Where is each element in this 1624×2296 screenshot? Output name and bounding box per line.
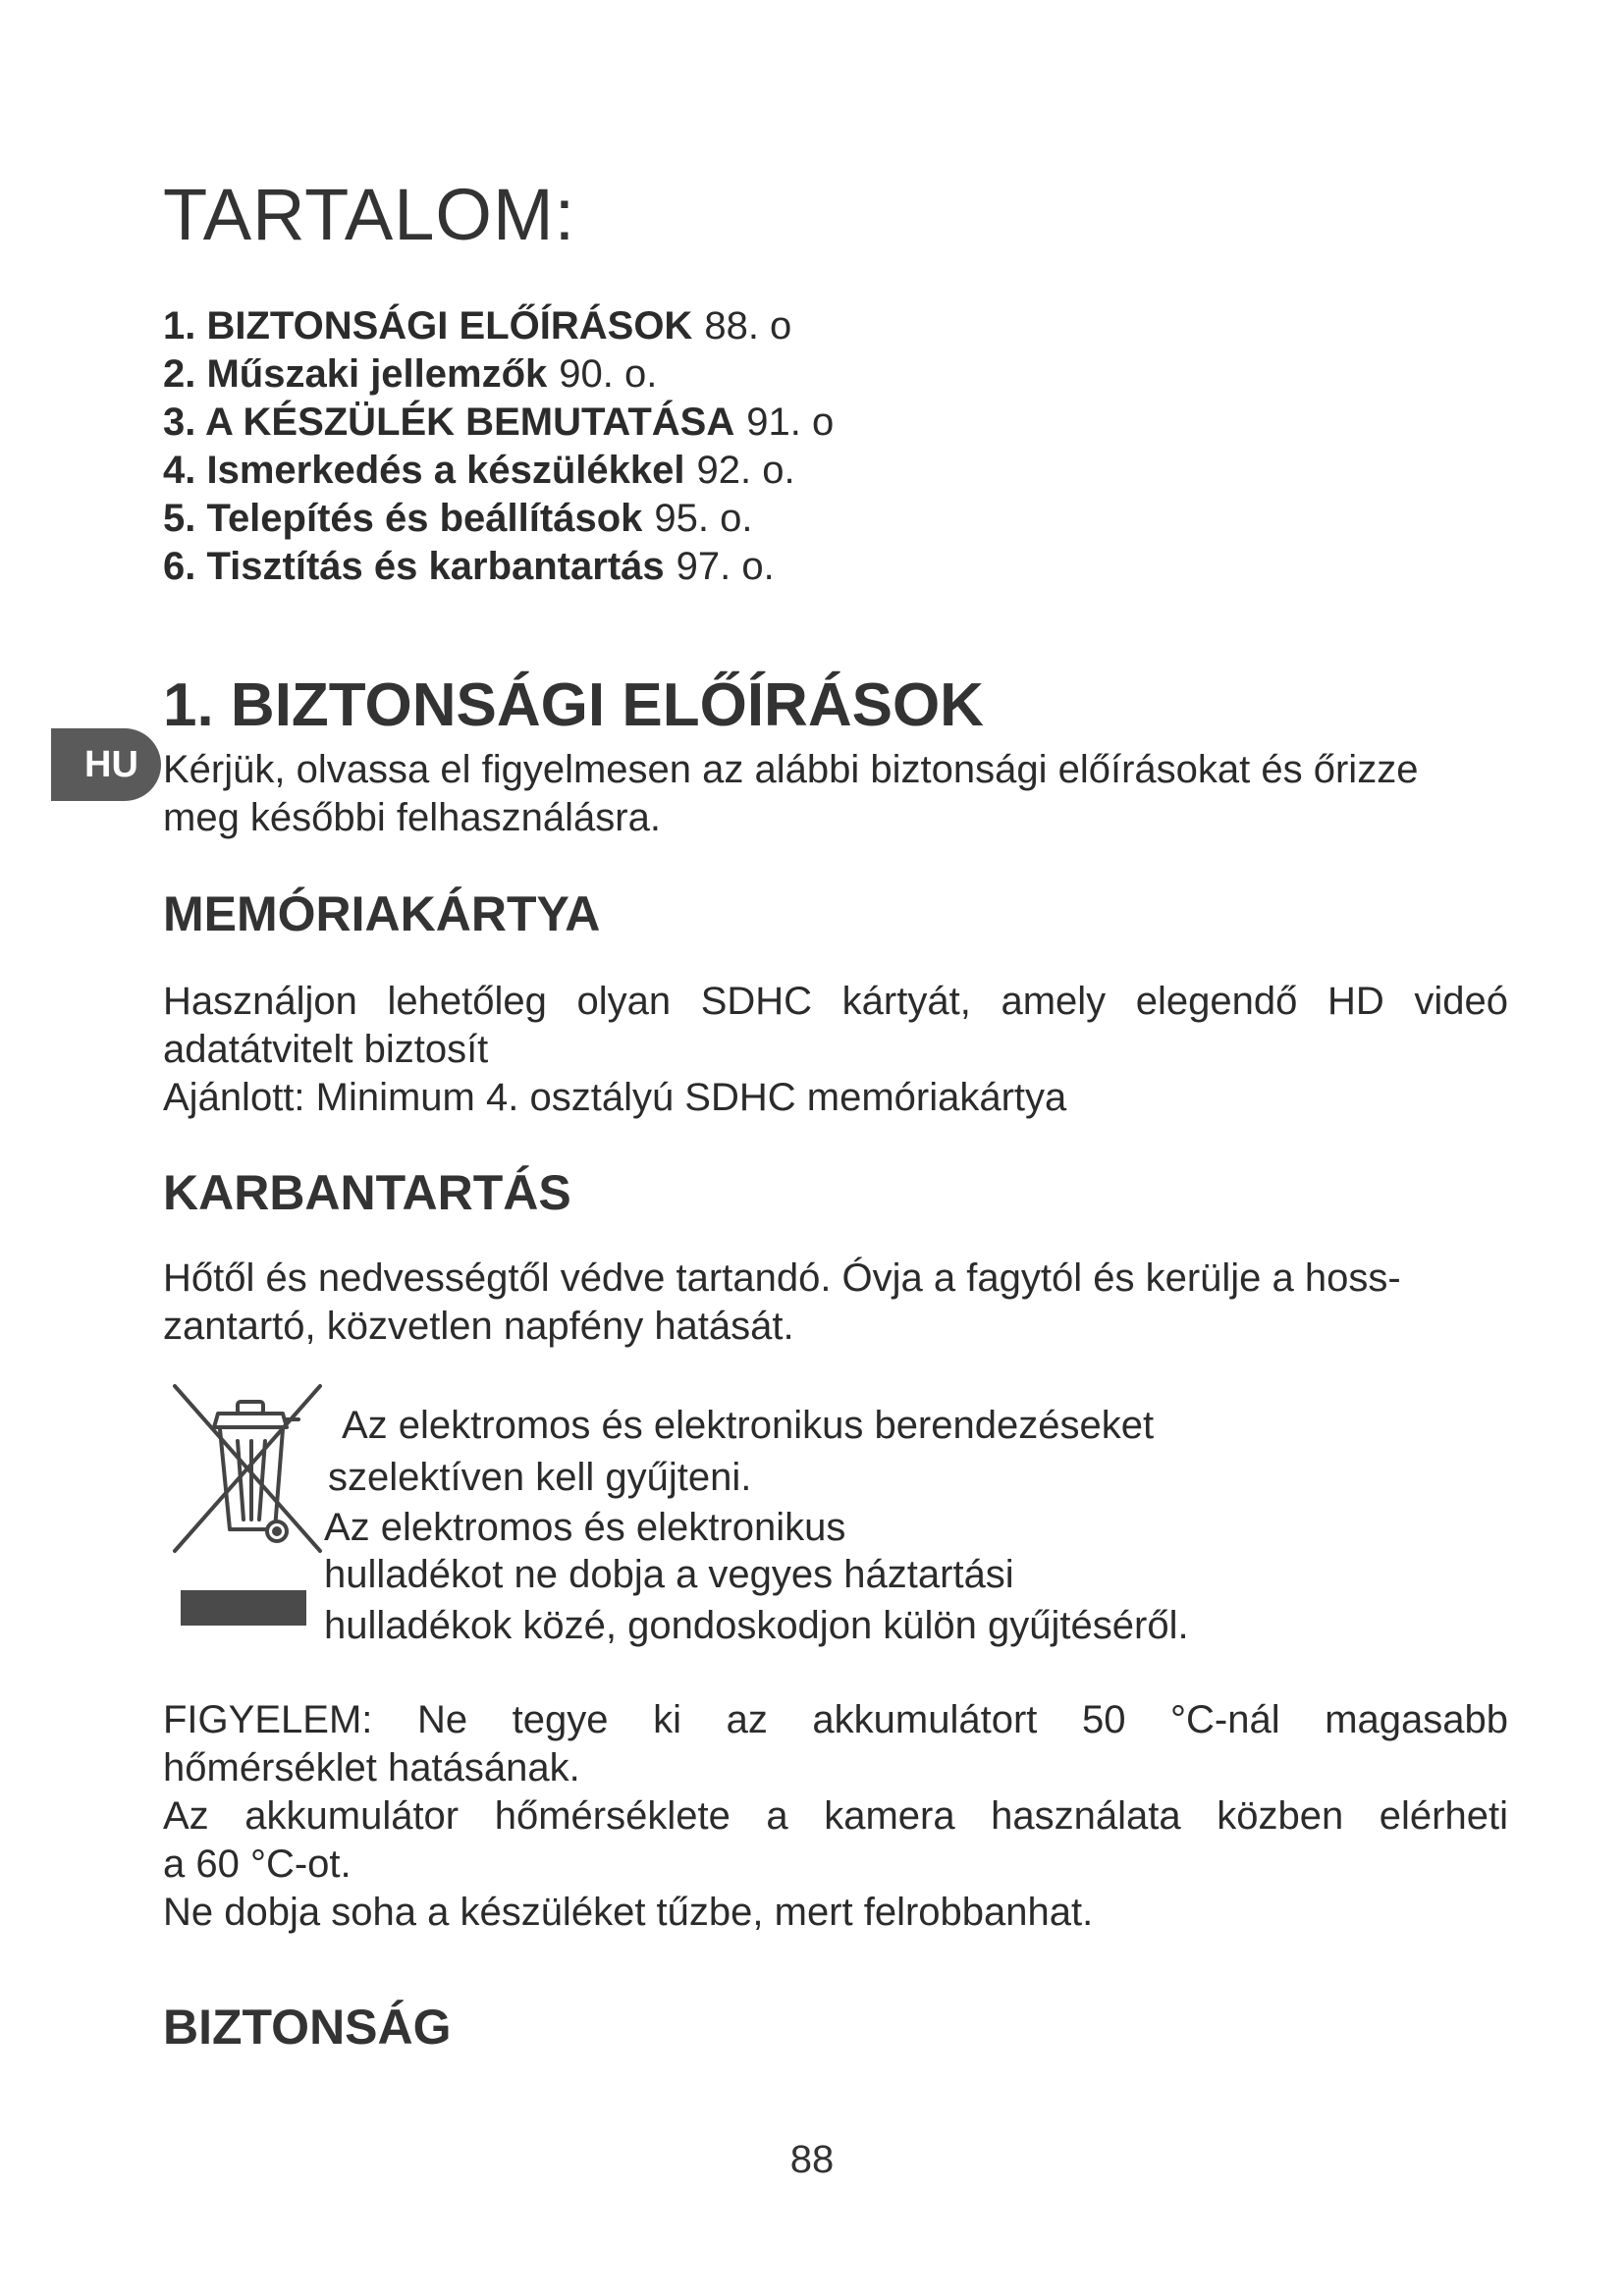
toc-item[interactable] [163,350,834,399]
toc-item-label: 5. Telepítés és beállítások [163,497,643,540]
toc-item[interactable] [163,447,834,495]
weee-line: hulladékot ne dobja a vegyes háztartási [324,1553,1014,1596]
maintenance-text [163,1255,1401,1351]
maintenance-line: zantartó, közvetlen napfény hatását. [163,1305,794,1348]
toc-item[interactable] [163,399,834,447]
toc-item-page: 88. o [704,304,792,347]
memory-card-text [163,978,1508,1122]
memory-line: adatátvitelt biztosít [163,1028,489,1071]
memory-line: Használjon lehetőleg olyan SDHC kártyát, amely elegendő HD videó [163,980,1508,1023]
safety-heading: BIZTONSÁG [163,2000,452,2055]
maintenance-line: Hőtől és nedvességtől védve tartandó. Óvja a fagytól és kerülje a hoss- [163,1256,1401,1300]
section-heading-safety-rules: 1. BIZTONSÁGI ELŐÍRÁSOK [163,671,984,739]
intro-line: meg későbbi felhasználásra. [163,796,661,839]
toc-item-label: 3. A KÉSZÜLÉK BEMUTATÁSA [163,400,735,444]
toc-item-page: 90. o. [559,352,658,396]
toc-item-label: 4. Ismerkedés a készülékkel [163,449,685,492]
section-intro [163,746,1418,842]
warning-line: Ne dobja soha a készüléket tűzbe, mert felrobbanhat. [163,1891,1094,1934]
toc-item-page: 92. o. [696,449,795,492]
table-of-contents [163,302,834,591]
toc-item[interactable] [163,302,834,350]
weee-line: hulladékok közé, gondoskodjon külön gyűjtéséről. [324,1604,1189,1647]
page-number: 88 [789,2138,835,2181]
toc-item-label: 6. Tisztítás és karbantartás [163,545,665,588]
toc-item[interactable] [163,543,834,591]
warning-line: a 60 °C-ot. [163,1842,352,1886]
warning-line: Az akkumulátor hőmérséklete a kamera használata közben elérheti [163,1794,1508,1838]
warning-line: FIGYELEM: Ne tegye ki az akkumulátort 50 °C-nál magasabb [163,1698,1508,1741]
intro-line: Kérjük, olvassa el figyelmesen az alábbi biztonsági előírásokat és őrizze [163,748,1419,791]
toc-item-label: 1. BIZTONSÁGI ELŐÍRÁSOK [163,304,693,347]
warning-text [163,1696,1508,1937]
language-tab: HU [51,728,161,801]
page-title: TARTALOM: [163,174,576,255]
memory-line: Ajánlott: Minimum 4. osztályú SDHC memóriakártya [163,1076,1067,1119]
toc-item[interactable] [163,495,834,543]
weee-line: Az elektromos és elektronikus [324,1506,846,1549]
toc-item-page: 95. o. [654,497,753,540]
memory-card-heading: MEMÓRIAKÁRTYA [163,886,601,941]
toc-item-page: 97. o. [676,545,775,588]
weee-line: szelektíven kell gyűjteni. [328,1456,752,1499]
maintenance-heading: KARBANTARTÁS [163,1165,571,1220]
weee-line: Az elektromos és elektronikus berendezéseket [342,1404,1155,1447]
toc-item-label: 2. Műszaki jellemzők [163,352,548,396]
warning-line: hőmérséklet hatásának. [163,1746,580,1789]
toc-item-page: 91. o [746,400,835,444]
crossed-out-wheelie-bin-icon [167,1372,334,1647]
